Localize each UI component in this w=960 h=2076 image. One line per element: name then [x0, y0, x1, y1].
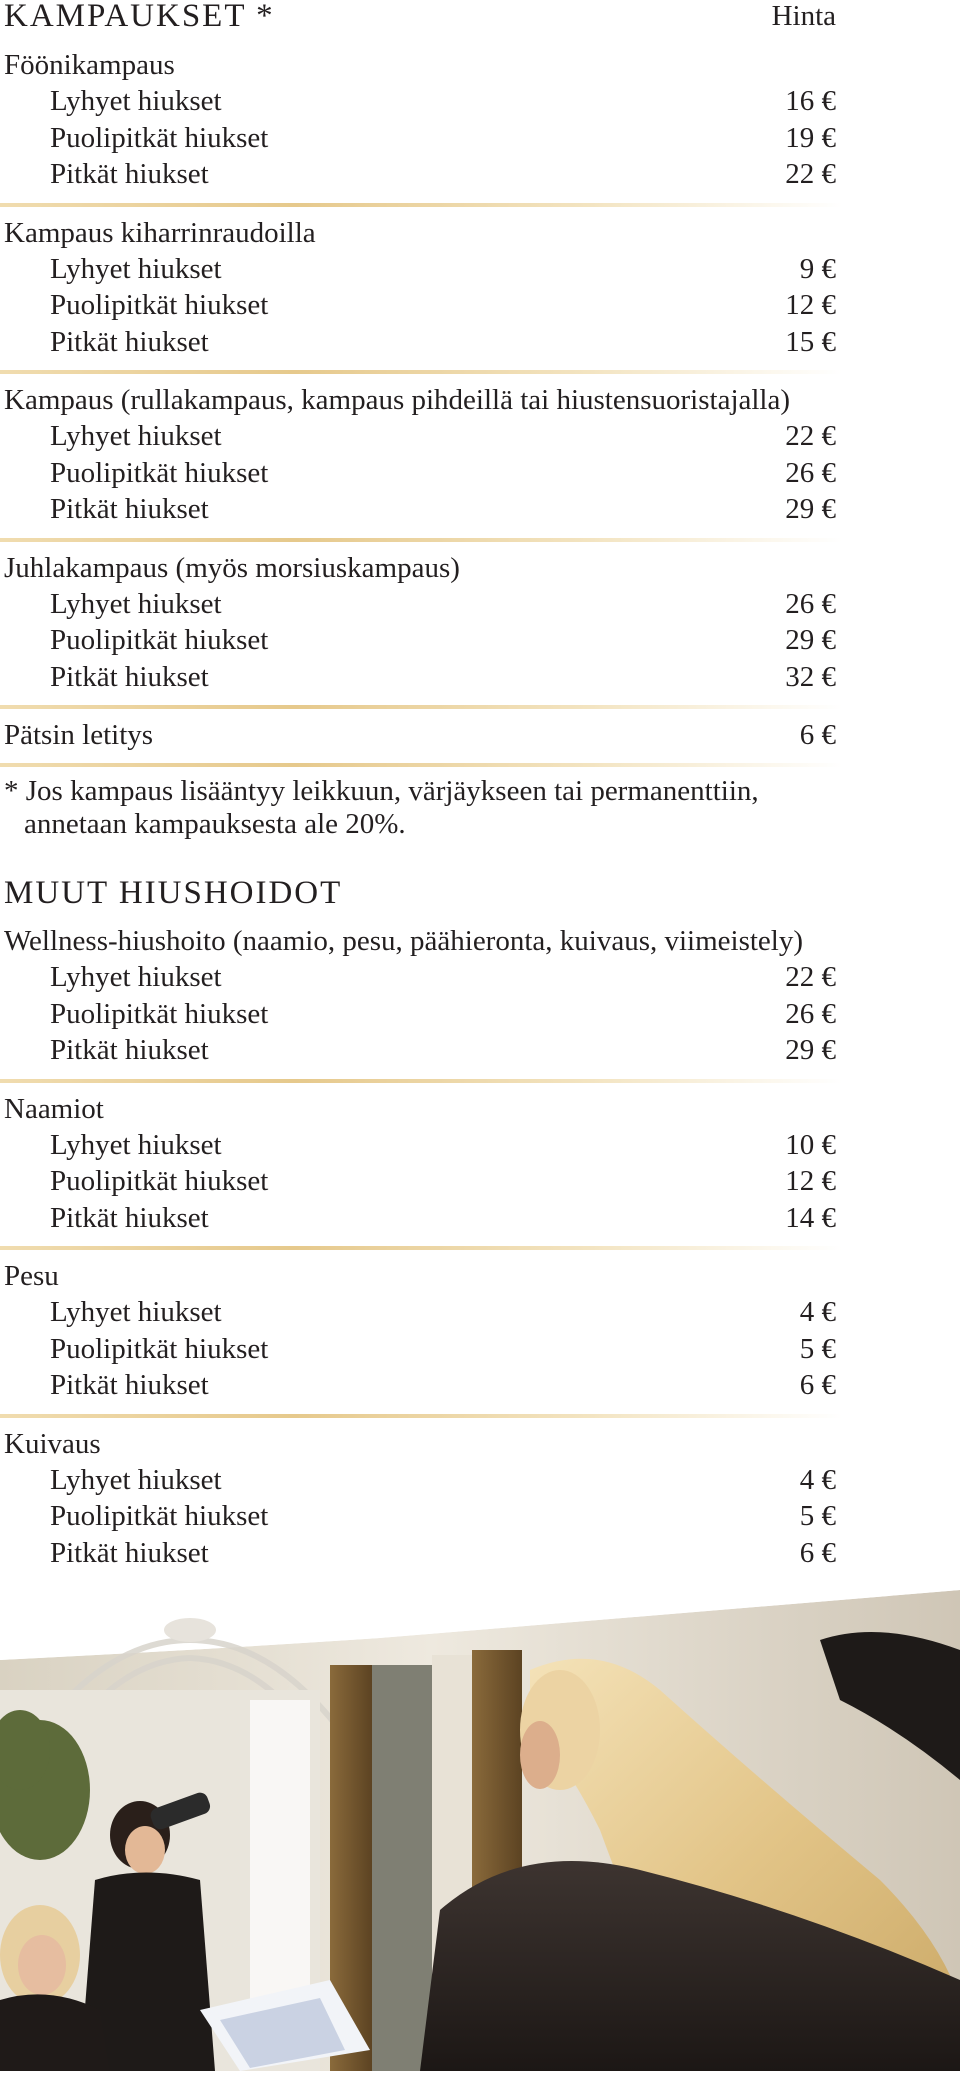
row-price: 22 €: [785, 961, 836, 993]
row-label: Puolipitkät hiukset: [50, 456, 269, 489]
kampaukset-header: [0, 0, 836, 34]
price-row: [0, 251, 836, 288]
row-price: 26 €: [785, 456, 836, 489]
footnote-line-1: * Jos kampaus lisääntyy leikkuun, värjäykseen tai permanenttiin,: [4, 775, 759, 807]
row-label: Lyhyet hiukset: [50, 252, 222, 285]
service-group-title: Kampaus kiharrinraudoilla: [4, 216, 316, 249]
row-label: Puolipitkät hiukset: [50, 997, 269, 1030]
service-group: [0, 1258, 836, 1404]
price-row: [0, 1294, 836, 1331]
row-price: 5 €: [799, 1500, 836, 1532]
service-group-title: Wellness-hiushoito (naamio, pesu, päähieronta, kuivaus, viimeistely): [4, 925, 804, 957]
price-row: [0, 996, 836, 1033]
service-group: [0, 1426, 836, 1572]
row-price: 22 €: [785, 420, 836, 452]
row-label: Lyhyet hiukset: [50, 1463, 222, 1496]
price-row: [0, 659, 836, 696]
price-row: [0, 1163, 836, 1200]
footnote-line-2: annetaan kampauksesta ale 20%.: [24, 808, 406, 840]
row-label: Pitkät hiukset: [50, 1536, 209, 1569]
price-row: [0, 83, 836, 120]
service-group-title: Naamiot: [4, 1092, 104, 1125]
service-group: [0, 382, 836, 528]
row-label: Puolipitkät hiukset: [50, 1500, 269, 1532]
service-group: [0, 550, 836, 696]
price-row: [0, 1200, 836, 1237]
row-label: Pitkät hiukset: [50, 660, 209, 693]
row-label: Pitkät hiukset: [50, 1369, 209, 1401]
price-row: [0, 1032, 836, 1069]
row-price: 29 €: [785, 624, 836, 656]
row-label: Puolipitkät hiukset: [50, 289, 269, 321]
price-column-header: Hinta: [771, 0, 836, 32]
service-group: [0, 1091, 836, 1237]
price-row: [0, 586, 836, 623]
price-row: [0, 287, 836, 324]
row-price: 6 €: [799, 1536, 836, 1569]
service-group-title: Juhlakampaus (myös morsiuskampaus): [4, 551, 460, 584]
service-group-title: Föönikampaus: [4, 49, 175, 81]
row-price: 26 €: [785, 997, 836, 1030]
row-price: 14 €: [785, 1201, 836, 1234]
row-price: 12 €: [785, 1165, 836, 1197]
section-title-kampaukset: KAMPAUKSET *: [4, 0, 275, 34]
price-row: [0, 1535, 836, 1572]
price-row: [0, 1498, 836, 1535]
service-group: [0, 47, 836, 193]
muut-header: [0, 875, 836, 911]
section-divider: [0, 763, 842, 767]
section-divider: [0, 1079, 842, 1083]
price-row: [0, 120, 836, 157]
price-row: [0, 1127, 836, 1164]
row-price: 16 €: [785, 85, 836, 117]
service-group: [0, 923, 836, 1069]
row-price: 12 €: [785, 289, 836, 321]
row-label: Lyhyet hiukset: [50, 1296, 222, 1328]
row-label: Lyhyet hiukset: [50, 420, 222, 452]
row-label: Pätsin letitys: [4, 719, 154, 751]
section-divider: [0, 1246, 842, 1250]
row-label: Pitkät hiukset: [50, 325, 209, 358]
row-price: 6 €: [799, 1369, 836, 1401]
row-label: Lyhyet hiukset: [50, 85, 222, 117]
row-price: 5 €: [799, 1332, 836, 1365]
row-price: 29 €: [785, 1034, 836, 1066]
price-row: [0, 1367, 836, 1404]
service-group-title: Pesu: [4, 1260, 59, 1292]
section-divider: [0, 1414, 842, 1418]
section-divider: [0, 705, 842, 709]
salon-photo: [0, 1580, 960, 2071]
row-label: Pitkät hiukset: [50, 158, 209, 190]
row-price: 32 €: [785, 660, 836, 693]
row-label: Pitkät hiukset: [50, 493, 209, 525]
service-group: [0, 215, 836, 361]
row-price: 26 €: [785, 587, 836, 620]
row-label: Lyhyet hiukset: [50, 961, 222, 993]
price-row: [0, 959, 836, 996]
price-row: [0, 455, 836, 492]
salon-photo-illustration: [0, 1580, 960, 2071]
row-price: 19 €: [785, 121, 836, 154]
row-label: Puolipitkät hiukset: [50, 1332, 269, 1365]
price-row: [0, 418, 836, 455]
price-row: [0, 324, 836, 361]
price-row: [0, 1331, 836, 1368]
price-row-single: [0, 717, 836, 753]
section-divider: [0, 370, 842, 374]
price-row: [0, 156, 836, 193]
row-price: 10 €: [785, 1128, 836, 1161]
section-divider: [0, 203, 842, 207]
row-label: Puolipitkät hiukset: [50, 1165, 269, 1197]
price-row: [0, 622, 836, 659]
row-label: Pitkät hiukset: [50, 1201, 209, 1234]
service-group-title: Kampaus (rullakampaus, kampaus pihdeillä tai hiustensuoristajalla): [4, 384, 791, 416]
footnote: [0, 775, 904, 841]
row-price: 9 €: [799, 252, 836, 285]
row-label: Lyhyet hiukset: [50, 1128, 222, 1161]
service-group-title: Kuivaus: [4, 1427, 101, 1460]
price-row: [0, 491, 836, 528]
row-label: Puolipitkät hiukset: [50, 624, 269, 656]
row-price: 29 €: [785, 493, 836, 525]
row-price: 4 €: [799, 1296, 836, 1328]
row-price: 15 €: [785, 325, 836, 358]
row-label: Lyhyet hiukset: [50, 587, 222, 620]
row-label: Pitkät hiukset: [50, 1034, 209, 1066]
row-label: Puolipitkät hiukset: [50, 121, 269, 154]
row-price: 22 €: [785, 158, 836, 190]
row-price: 4 €: [799, 1463, 836, 1496]
section-title-muut: MUUT HIUSHOIDOT: [4, 875, 343, 911]
row-price: 6 €: [799, 719, 836, 751]
price-row: [0, 1462, 836, 1499]
section-divider: [0, 538, 842, 542]
